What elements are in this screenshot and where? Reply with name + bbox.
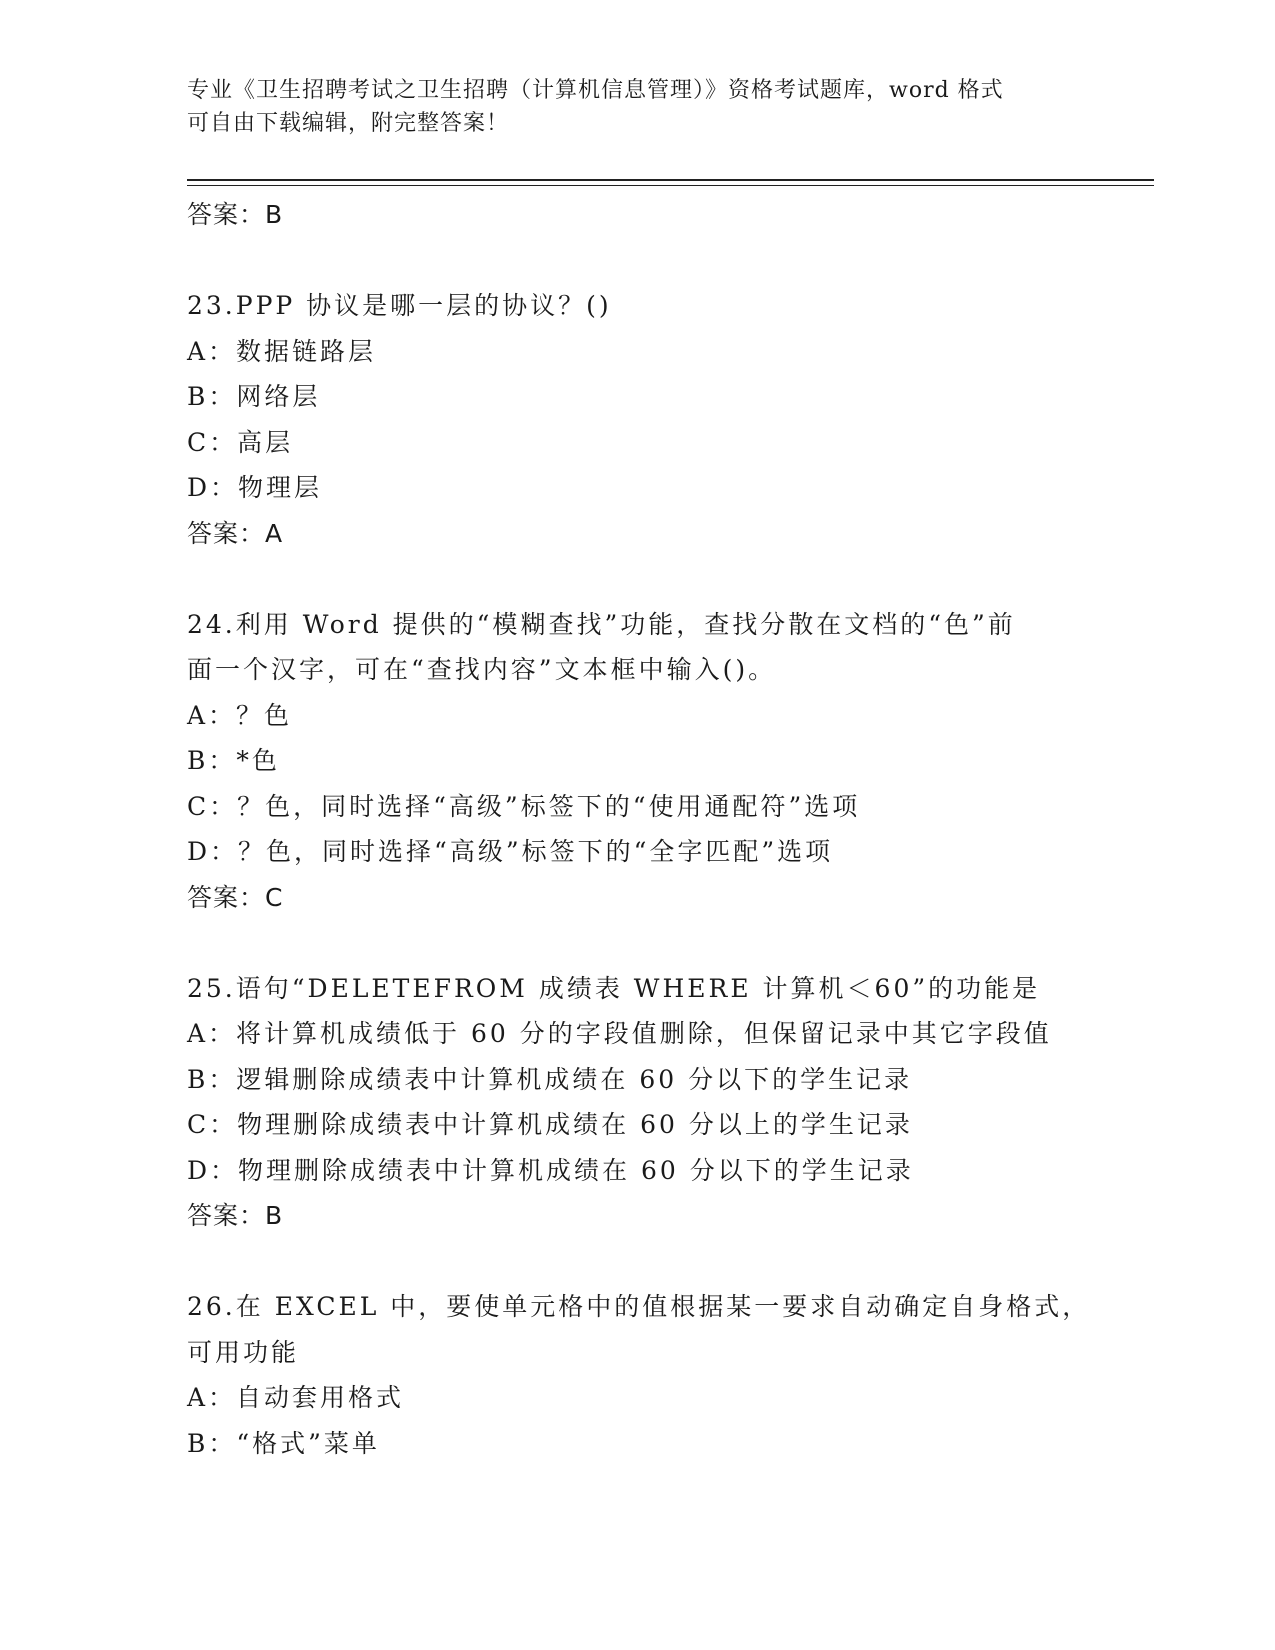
option-c: C：物理删除成绩表中计算机成绩在 60 分以上的学生记录: [187, 1110, 913, 1139]
option-d: D：物理删除成绩表中计算机成绩在 60 分以下的学生记录: [187, 1155, 914, 1185]
option-d: D：物理层: [187, 473, 323, 502]
question-block: [187, 966, 1087, 1240]
answer-line: 答案：A: [187, 518, 284, 548]
option-c: C：？色，同时选择“高级”标签下的“使用通配符”选项: [187, 791, 861, 821]
question-block: [187, 602, 1087, 921]
option-a: A：将计算机成绩低于 60 分的字段值删除，但保留记录中其它字段值: [187, 1019, 1052, 1048]
spacer: [187, 921, 1087, 966]
spacer: [187, 238, 1087, 283]
question-text-continued: 面一个汉字，可在“查找内容”文本框中输入()。: [187, 655, 777, 684]
question-text-continued: 可用功能: [187, 1337, 300, 1367]
option-a: A：自动套用格式: [187, 1383, 405, 1412]
document-header: [187, 74, 1087, 140]
question-text: 23.PPP 协议是哪一层的协议？(): [187, 291, 612, 320]
answer-line: 答案：B: [187, 1201, 284, 1230]
option-d: D：？色，同时选择“高级”标签下的“全字匹配”选项: [187, 837, 834, 866]
spacer: [187, 1239, 1087, 1284]
answer-line: 答案：C: [187, 882, 284, 912]
option-b: B：逻辑删除成绩表中计算机成绩在 60 分以下的学生记录: [187, 1064, 913, 1094]
header-line-1: 专业《卫生招聘考试之卫生招聘（计算机信息管理）》资格考试题库，word 格式: [187, 78, 1004, 103]
question-text: 26.在 EXCEL 中，要使单元格中的值根据某一要求自动确定自身格式，: [187, 1292, 1091, 1321]
answer-line: 答案：B: [187, 200, 284, 229]
spacer: [187, 557, 1087, 602]
option-a: A：？色: [187, 700, 293, 730]
question-text: 25.语句“DELETEFROM 成绩表 WHERE 计算机＜60”的功能是: [187, 973, 1041, 1003]
option-b: B：*色: [187, 746, 280, 775]
option-b: B：网络层: [187, 382, 321, 411]
header-rule-thick: [187, 179, 1154, 181]
option-b: B：“格式”菜单: [187, 1428, 380, 1458]
question-text: 24.利用 Word 提供的“模糊查找”功能，查找分散在文档的“色”前: [187, 609, 1016, 639]
question-list: [187, 192, 1091, 1466]
question-block: [187, 1284, 1091, 1466]
option-c: C：高层: [187, 427, 294, 457]
header-rule-thin: [187, 185, 1154, 186]
option-a: A：数据链路层: [187, 336, 377, 366]
question-block: [187, 283, 1087, 557]
header-line-2: 可自由下载编辑，附完整答案！: [187, 111, 510, 136]
